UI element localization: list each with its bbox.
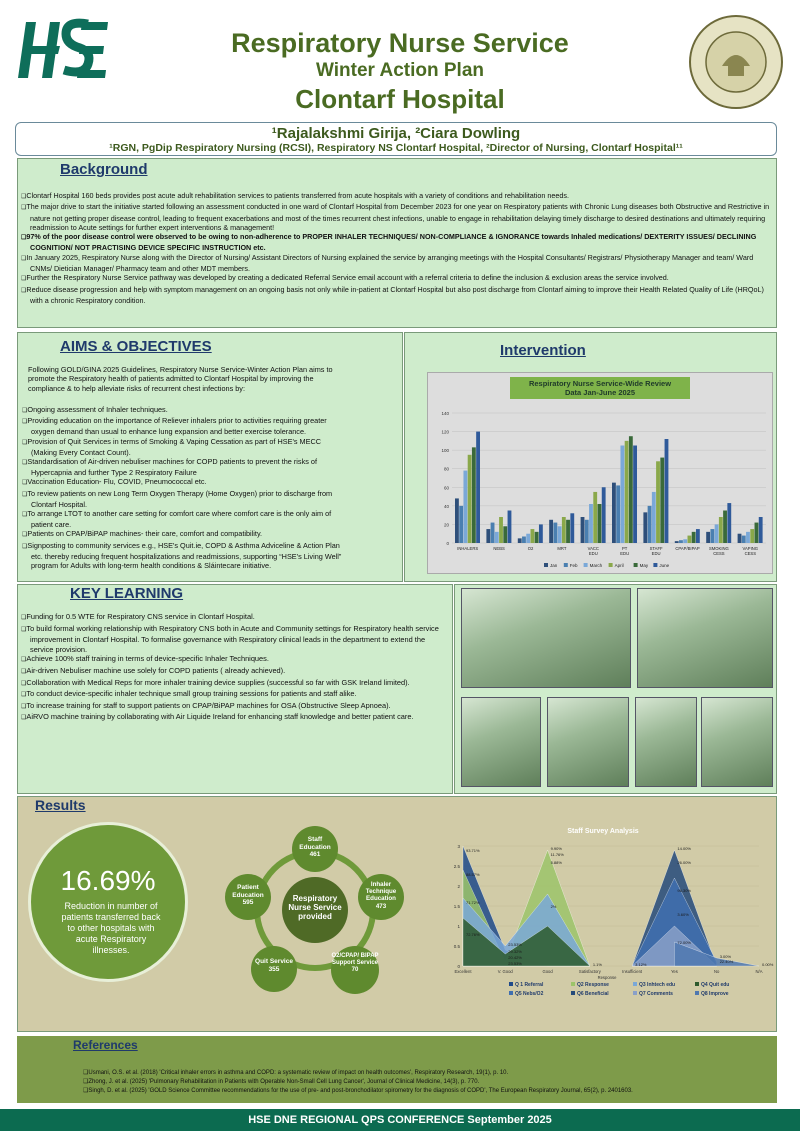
bar (553, 523, 557, 543)
hospital-name: Clontarf Hospital (295, 84, 505, 114)
data-label: 11.76% (550, 852, 564, 857)
data-label: 71.72% (466, 900, 480, 905)
list-item: ❑ To increase training for staff to support patients on CPAP/BiPAP machines for OSA (Obstructive Sleep Apnoea). (21, 701, 446, 713)
bar (598, 504, 602, 543)
y-tick-label: 120 (441, 429, 449, 435)
bar (472, 447, 476, 543)
conference-footer: HSE DNE REGIONAL QPS CONFERENCE September 2025 (0, 1109, 800, 1131)
bar (585, 520, 589, 543)
review-data-chart (427, 372, 773, 574)
references-heading: References (73, 1038, 138, 1052)
bar (656, 461, 660, 543)
photo-4 (547, 697, 629, 787)
authors-box (15, 122, 777, 156)
y-tick-label: 40 (443, 503, 449, 509)
cycle-node (358, 874, 404, 920)
list-item: ❑ Vaccination Education- Flu, COVID, Pneumococcal etc. (22, 477, 346, 488)
bar (459, 506, 463, 543)
background-panel (17, 158, 777, 328)
y-tick-label: 20 (443, 522, 449, 528)
photo-6 (701, 697, 773, 787)
legend-swatch (633, 982, 637, 986)
x-tick-label: Yes (671, 969, 678, 974)
x-tick-label: CESS (713, 551, 725, 556)
intervention-heading: Intervention (500, 342, 586, 359)
legend-label: Jan (550, 563, 558, 568)
y-tick-label: 0 (457, 964, 460, 969)
y-tick-label: 0.5 (453, 944, 460, 949)
bar (549, 520, 553, 543)
x-tick-label: EDU (620, 551, 630, 556)
bar (503, 526, 507, 543)
author-affiliation: ¹RGN, PgDip Respiratory Nursing (RCSI), Respiratory NS Clontarf Hospital, ²Director of Nursing, Clontarf Hospital¹¹ (109, 142, 683, 154)
x-tick-label: Good (542, 969, 553, 974)
legend-label: Feb (569, 563, 578, 568)
bar (562, 517, 566, 543)
references-panel (17, 1036, 777, 1103)
bar (593, 492, 597, 543)
data-label: 2% (550, 904, 557, 909)
bar (486, 529, 490, 543)
bar (633, 446, 637, 544)
legend-swatch (634, 563, 638, 567)
list-item: ❑ Clontarf Hospital 160 beds provides post acute adult rehabilitation services to patients transferred from acute hospitals with a variety of conditions and rehabilitation needs. (21, 191, 773, 202)
x-tick-label: N/A (755, 969, 763, 974)
reduction-circle (28, 822, 188, 982)
list-item: ❑ Further the Respiratory Nurse Service pathway was developed by creating a dedicated Referral Service email account with a referral criteria to define the inclusion & exclusion areas the service involved. (21, 273, 773, 284)
bar (602, 487, 606, 543)
bar (759, 517, 763, 543)
x-tick-label: EDU (588, 551, 598, 556)
bar (620, 446, 624, 544)
bar (531, 529, 535, 543)
bar (746, 532, 750, 543)
list-item: ❑ AiRVO machine training by collaborating with Air Liquide Ireland for enhancing staff knowledge and better patient care. (21, 712, 446, 724)
bar (648, 506, 652, 543)
x-tick-label: VACC (587, 546, 599, 551)
data-label: 26.00% (677, 860, 692, 865)
bar (710, 529, 714, 543)
list-item: ❑ Signposting to community services e.g., HSE's Quit.ie, COPD & Asthma Adviceline & Action Plan etc. thereby reducing frequent hospitalizations and readmissions, supporting “HSE's Living Well” program for Adults with long-term health conditions & Sláintecare initiative. (22, 541, 346, 571)
bar (755, 523, 759, 543)
legend-swatch (509, 991, 513, 995)
x-tick-label: Excellent (454, 969, 472, 974)
hospital-seal-logo (688, 14, 784, 110)
bar (750, 529, 754, 543)
x-tick-label: O2 (527, 546, 534, 551)
data-label: 9.90% (550, 846, 562, 851)
bar (723, 511, 727, 544)
list-item: ❑ Patients on CPAP/BiPAP machines- their care, comfort and compatibility. (22, 529, 346, 540)
bar (629, 436, 633, 543)
data-label: 3.12% (635, 962, 647, 967)
cycle-node (292, 826, 338, 872)
list-item: ❑ To review patients on new Long Term Oxygen Therapy (Home Oxygen) prior to discharge from Clontarf Hospital. (22, 489, 346, 509)
key-learning-list (21, 612, 446, 724)
aims-list (22, 405, 346, 570)
chart-title: Staff Survey Analysis (567, 828, 639, 835)
legend-label: May (639, 563, 649, 568)
bar (719, 517, 723, 543)
bar (570, 513, 574, 543)
y-tick-label: 80 (443, 466, 449, 472)
bar (535, 532, 539, 543)
cycle-node-value: 595 (242, 899, 254, 906)
list-item: ❑ In January 2025, Respiratory Nurse along with the Director of Nursing/ Assistant Directors of Nursing explained the service by arranging meetings with the Hospital Consultants/ Registrars/ Physiotherapy Manager and team/ Ward CNMs/ Dietician Manager/ Pharmacy team and other MDT members. (21, 253, 773, 274)
x-tick-label: VAPING (742, 546, 759, 551)
cycle-node (331, 946, 379, 994)
aims-panel (17, 332, 403, 582)
bar (612, 483, 616, 543)
legend-label: Q8 Improve (701, 991, 729, 997)
list-item: ❑ Reduce disease progression and help with symptom management on an ongoing basis not only while in-patient at Clontarf Hospital but also post discharge from Clontarf aiming to improve their Health Related Quality of Life (HRQoL) with a chronic Respiratory condition. (21, 285, 773, 306)
x-tick-label: CESS (744, 551, 757, 556)
data-label: 5.88% (550, 860, 562, 865)
legend-label: Q7 Comments (639, 991, 673, 997)
bar (660, 458, 664, 543)
cycle-node (251, 946, 297, 992)
cycle-node-value: 355 (268, 965, 280, 973)
list-item: ❑ Singh, D. et al. (2025) 'GOLD Science Committee recommendations for the use of pre- and post-bronchodilator spirometry for the diagnosis of COPD', The European Respiratory Journal, 65(2), p. 2401603. (83, 1087, 773, 1096)
legend-label: Q 1 Referral (515, 982, 544, 988)
aims-intro: Following GOLD/GINA 2025 Guidelines, Respiratory Nurse Service-Winter Action Plan aims to promote the Respiratory health of patients admitted to Clontarf Hospital by improving the compliance & to help alleviate risks of recurrent chest infections by: (28, 365, 333, 393)
y-tick-label: 100 (441, 448, 449, 454)
bar (715, 524, 719, 543)
photo-1 (461, 588, 631, 688)
bar (643, 512, 647, 543)
cycle-node-label: O2/CPAP/ BIPAP Support Service (331, 953, 379, 966)
x-tick-label: V. Good (497, 969, 513, 974)
list-item: ❑ Zhong, J. et al. (2025) 'Pulmonary Rehabilitation in Patients with Operable Non-Small Cell Lung Cancer', Journal of Clinical Medicine, 14(3), p. 770. (83, 1078, 773, 1087)
data-label: 72.00% (677, 940, 692, 945)
bar (539, 524, 543, 543)
legend-label: Q4 Quit edu (701, 982, 730, 988)
legend-swatch (571, 982, 575, 986)
bar (727, 503, 731, 543)
bar (522, 537, 526, 544)
key-learning-panel (17, 584, 453, 794)
legend-label: April (614, 563, 624, 568)
photo-5 (635, 697, 697, 787)
chart-title: Respiratory Nurse Service-Wide Review (528, 379, 672, 388)
list-item: ❑ Usmani, O.S. et al. (2018) 'Critical inhaler errors in asthma and COPD: a systematic review of impact on health outcomes', Respiratory Research, 19(1), p. 10. (83, 1069, 773, 1078)
legend-label: Q6 Beneficial (577, 991, 609, 997)
bar (495, 532, 499, 543)
y-tick-label: 60 (443, 485, 449, 491)
x-tick-label: CPAP/BIPAP (675, 546, 700, 551)
list-item: ❑ To arrange LTOT to another care setting for comfort care where comfort care is the only aim of patient care. (22, 509, 346, 529)
references-list (83, 1069, 773, 1096)
legend-swatch (609, 563, 613, 567)
poster-subtitle: Winter Action Plan (315, 60, 485, 81)
bar (625, 441, 629, 543)
author-names: ¹Rajalakshmi Girija, ²Ciara Dowling (271, 125, 521, 142)
cycle-node-value: 461 (309, 851, 321, 858)
legend-label: Q5 Nebs/O2 (515, 991, 544, 997)
x-tick-label: Insufficient (622, 969, 643, 974)
bar (558, 526, 562, 543)
x-tick-label: PT (622, 546, 628, 551)
cycle-node-label: Patient Education (232, 884, 264, 899)
bar (692, 532, 696, 543)
background-heading: Background (60, 161, 148, 178)
x-tick-label: NEBS (493, 546, 505, 551)
bar (463, 471, 467, 543)
y-tick-label: 1 (457, 924, 460, 929)
cycle-node (225, 874, 271, 920)
service-cycle-diagram (225, 826, 405, 996)
list-item: ❑ Provision of Quit Services in terms of Smoking & Vaping Cessation as part of HSE's MECC (Making Every Contact Count). (22, 437, 346, 457)
data-label: 3.00% (719, 954, 732, 959)
data-label: 3.60% (677, 912, 689, 917)
bar (683, 539, 687, 543)
bar (742, 536, 746, 543)
bar (738, 534, 742, 543)
bar (581, 517, 585, 543)
bar (491, 523, 495, 543)
bar (616, 485, 620, 543)
bar (589, 504, 593, 543)
legend-label: Q3 Inhtech edu (639, 982, 676, 988)
x-tick-label: INHALERS (457, 546, 479, 551)
legend-swatch (544, 563, 548, 567)
bar (526, 534, 530, 543)
list-item: ❑ To conduct device-specific inhaler technique small group training sessions for patients and staff alike. (21, 689, 446, 701)
y-tick-label: 140 (441, 411, 449, 416)
x-tick-label: SMOKING (709, 546, 729, 551)
bar (652, 492, 656, 543)
data-label: 22.40% (719, 959, 734, 965)
bar (675, 541, 679, 543)
list-item: ❑ Standardisation of Air-driven nebuliser machines for COPD patients to prevent the risks of Hypercapnia and further Type 2 Respiratory Failure (22, 457, 346, 477)
y-tick-label: 1.5 (453, 904, 460, 909)
hse-logo (18, 14, 108, 86)
bar (508, 511, 512, 544)
cycle-node-value: 473 (375, 902, 387, 910)
x-tick-label: EDU (651, 551, 661, 556)
key-learning-heading: KEY LEARNING (70, 585, 184, 602)
list-item: ❑ To build formal working relationship with Respiratory CNS both in Acute and Community settings for Respiratory health service improvement in Clontarf Hospital. To formalise governance with Respiratory clinical leads in the department to extend the service provision. (21, 624, 446, 655)
legend-swatch (653, 563, 657, 567)
x-tick-label: No (714, 969, 720, 974)
list-item: ❑ Achieve 100% staff training in terms of device-specific Inhaler Techniques. (21, 654, 446, 666)
reduction-caption: Reduction in number of patients transferred back to other hospitals with acute Respiratory illnesses. (61, 901, 161, 955)
legend-swatch (571, 991, 575, 995)
x-axis-label: Response (597, 975, 617, 980)
list-item: ❑ The major drive to start the initiative started following an assessment conducted in one ward of Clontarf Hospital from December 2023 for one year on Respiratory patients with Chronic Lung diseases both Obstructive and Restrictive in nature not getting proper disease control, leading to frequent exacerbations and most of the times recurrent chest infections, unable to engage in rehabilitation delaying timely discharge to desired destinations and ultimately requiring readmission to Acute settings for further expert interventions & management! (21, 202, 773, 232)
bar (566, 520, 570, 543)
bar (468, 455, 472, 543)
x-tick-label: MRT (557, 546, 567, 551)
reduction-value: 16.69% (60, 865, 156, 896)
list-item: ❑ Providing education on the importance of Reliever inhalers prior to activities requiring greater oxygen demand than usual to enhance lung expansion and better exercise tolerance. (22, 416, 346, 436)
chart-title: Data Jan-June 2025 (564, 388, 636, 397)
cycle-node-label: Quit Service (255, 958, 293, 965)
legend-swatch (633, 991, 637, 995)
legend-label: Q2 Response (577, 982, 609, 988)
legend-swatch (509, 982, 513, 986)
cycle-node-value: 70 (351, 967, 359, 973)
bar (455, 498, 459, 543)
y-tick-label: 2.5 (453, 864, 460, 869)
list-item: ❑ 97% of the poor disease control were observed to be owing to non-adherence to PROPER INHALER TECHNIQUES/ NON-COMPLIANCE & IGNORANCE towards Inhaled medications/ DEXTERITY ISSUES/ DECLINING COGNITION/ NOT PRACTISING DEVICE SPECIFIC INSTRUCTION etc. (21, 232, 773, 253)
photo-3 (461, 697, 541, 787)
data-label: 93.71% (466, 848, 480, 853)
bar (679, 540, 683, 543)
data-label: 23.53% (508, 960, 522, 966)
aims-heading: AIMS & OBJECTIVES (60, 338, 212, 355)
list-item: ❑ Collaboration with Medical Reps for more inhaler training device supplies (successful so far with GSK Ireland limited). (21, 678, 446, 690)
y-tick-label: 0 (446, 541, 449, 546)
bar (706, 532, 710, 543)
cycle-node-label: Staff Education (299, 836, 331, 851)
staff-survey-chart (447, 822, 774, 1006)
data-label: 88.57% (466, 872, 480, 877)
legend-swatch (584, 563, 588, 567)
data-label: 0.00% (762, 962, 774, 967)
data-label: 96.30% (677, 888, 692, 893)
x-tick-label: Satisfactory (578, 969, 601, 974)
data-label: 29.32% (508, 948, 522, 954)
data-label: 20.42% (508, 955, 522, 961)
bar (518, 538, 522, 543)
results-heading: Results (35, 797, 86, 813)
y-tick-label: 3 (457, 844, 460, 849)
legend-swatch (695, 991, 699, 995)
bar (476, 432, 480, 543)
bar (688, 536, 692, 543)
data-label: 14.00% (677, 846, 692, 851)
list-item: ❑ Funding for 0.5 WTE for Respiratory CNS service in Clontarf Hospital. (21, 612, 446, 624)
x-tick-label: STAFF (649, 546, 663, 551)
cycle-node-label: Inhaler Technique Education (365, 881, 397, 903)
bar (696, 529, 700, 543)
legend-label: March (589, 563, 603, 568)
bar (665, 439, 669, 543)
background-list (21, 191, 773, 305)
photo-2 (637, 588, 773, 688)
bar (499, 517, 503, 543)
data-label: 23.53% (508, 942, 522, 947)
legend-swatch (695, 982, 699, 986)
list-item: ❑ Ongoing assessment of Inhaler techniques. (22, 405, 346, 416)
list-item: ❑ Air-driven Nebuliser machine use solely for COPD patients ( already achieved). (21, 666, 446, 678)
legend-label: June (659, 563, 670, 568)
cycle-center-label: Respiratory Nurse Service provided (288, 894, 342, 921)
y-tick-label: 2 (457, 884, 460, 889)
legend-swatch (564, 563, 568, 567)
poster-title: Respiratory Nurse Service (231, 28, 569, 58)
data-label: 72.76% (466, 932, 480, 937)
data-label: 1.1% (592, 962, 602, 967)
